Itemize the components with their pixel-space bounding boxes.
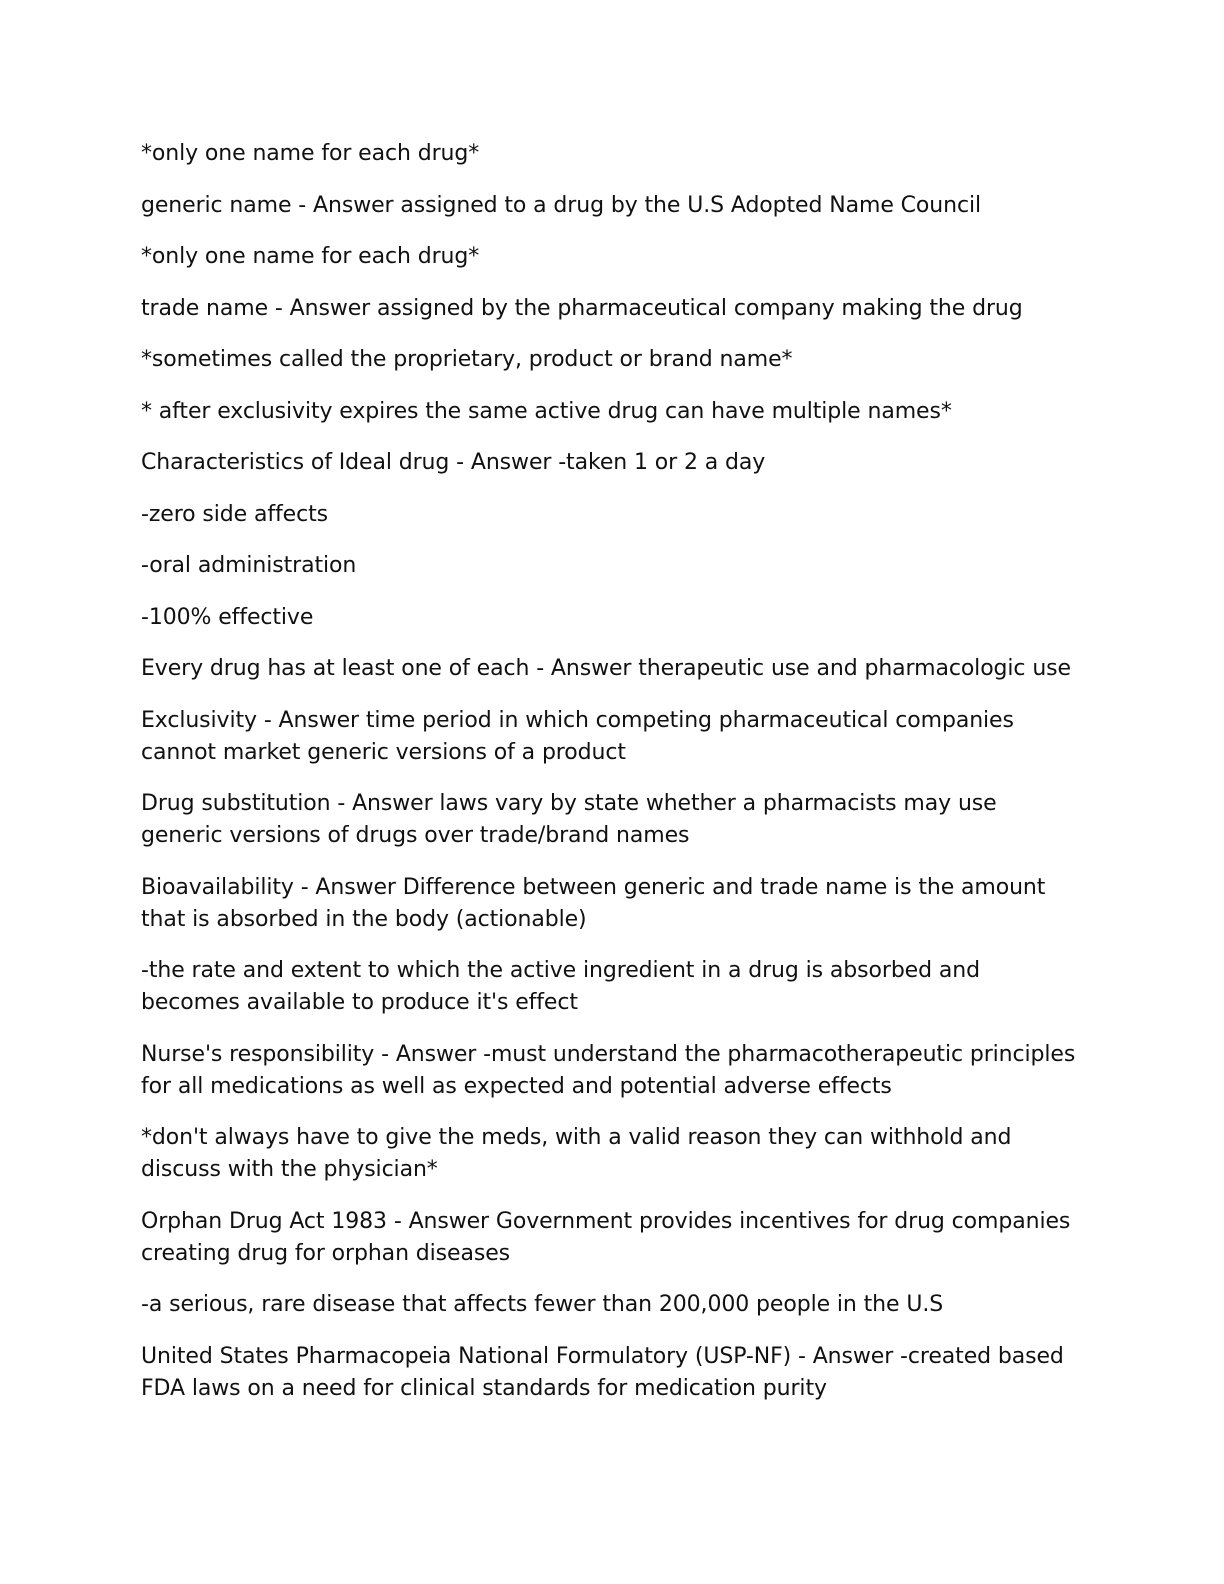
paragraph: -zero side affects bbox=[141, 501, 328, 527]
paragraph: Every drug has at least one of each - Answer therapeutic use and pharmacologic use bbox=[141, 656, 1071, 681]
paragraph: Characteristics of Ideal drug - Answer -taken 1 or 2 a day bbox=[141, 450, 766, 475]
paragraph: trade name - Answer assigned by the pharmaceutical company making the drug bbox=[141, 295, 1023, 321]
paragraph: Orphan Drug Act 1983 - Answer Government provides incentives for drug companies creating drug for orphan diseases bbox=[141, 1208, 1071, 1266]
paragraph: Drug substitution - Answer laws vary by state whether a pharmacists may use generic versions of drugs over trade/brand names bbox=[141, 791, 997, 848]
paragraph: *only one name for each drug* bbox=[141, 244, 480, 269]
paragraph: generic name - Answer assigned to a drug by the U.S Adopted Name Council bbox=[141, 192, 981, 218]
paragraph: Bioavailability - Answer Difference between generic and trade name is the amount that is absorbed in the body (actionable) bbox=[141, 874, 1046, 932]
paragraph: Exclusivity - Answer time period in which competing pharmaceutical companies cannot market generic versions of a product bbox=[141, 707, 1014, 765]
paragraph: Nurse's responsibility - Answer -must understand the pharmacotherapeutic principles for all medications as well as expected and potential adverse effects bbox=[141, 1041, 1076, 1099]
document-body bbox=[141, 138, 1081, 1424]
paragraph: *don't always have to give the meds, with a valid reason they can withhold and discuss with the physician* bbox=[141, 1125, 1012, 1182]
paragraph: -the rate and extent to which the active ingredient in a drug is absorbed and becomes available to produce it's effect bbox=[141, 958, 980, 1015]
paragraph: -oral administration bbox=[141, 553, 357, 578]
paragraph: -a serious, rare disease that affects fewer than 200,000 people in the U.S bbox=[141, 1292, 944, 1317]
paragraph: * after exclusivity expires the same active drug can have multiple names* bbox=[141, 398, 952, 424]
paragraph: United States Pharmacopeia National Formulatory (USP-NF) - Answer -created based FDA laws on a need for clinical standards for medication purity bbox=[141, 1343, 1064, 1401]
paragraph: *only one name for each drug* bbox=[141, 141, 480, 166]
paragraph: *sometimes called the proprietary, product or brand name* bbox=[141, 347, 793, 372]
paragraph: -100% effective bbox=[141, 604, 314, 630]
